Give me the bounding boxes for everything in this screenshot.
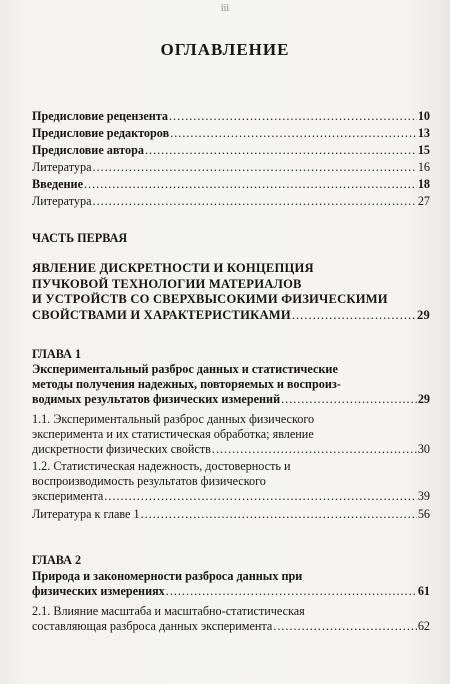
toc-entry[interactable]: Предисловие рецензента ..... 10 <box>32 109 430 124</box>
leader-dots <box>292 308 416 324</box>
toc-entry[interactable]: Природа и закономерности разброса данных при физических измерениях ..... 61 <box>32 569 430 599</box>
chapter-heading: ГЛАВА 2 <box>32 553 82 567</box>
leader-dots <box>92 160 416 175</box>
leader-dots <box>141 507 417 522</box>
header-page-number: iii <box>220 3 230 14</box>
leader-dots <box>281 392 417 407</box>
toc-entry[interactable]: 1.2. Статистическая надежность, достоверность и воспроизводимость результатов физического эксперимента ..... 39 <box>32 459 430 504</box>
leader-dots <box>84 177 417 192</box>
chapter-2 <box>32 553 430 634</box>
leader-dots <box>273 619 417 634</box>
toc-entry[interactable]: Предисловие редакторов ..... 13 <box>32 126 430 141</box>
toc-entry[interactable]: 2.1. Влияние масштаба и масштабно-статистическая составляющая разброса данных эксперимента ..... 62 <box>32 604 430 634</box>
toc-entry[interactable]: ЯВЛЕНИЕ ДИСКРЕТНОСТИ И КОНЦЕПЦИЯ ПУЧКОВОЙ ТЕХНОЛОГИИ МАТЕРИАЛОВ И УСТРОЙСТВ СО СВЕРХВЫСОКИМИ ФИЗИЧЕСКИМИ СВОЙСТВАМИ И ХАРАКТЕРИСТИКАМИ ..... 29 <box>32 261 430 323</box>
toc-entry[interactable]: Предисловие автора ..... 15 <box>32 143 430 158</box>
chapter-heading: ГЛАВА 1 <box>32 347 82 361</box>
page-title: ОГЛАВЛЕНИЕ <box>160 40 290 59</box>
toc-entry[interactable]: Литература ..... 16 <box>32 160 430 175</box>
leader-dots <box>169 109 417 124</box>
toc-entry[interactable]: Литература к главе 1 ..... 56 <box>32 507 430 522</box>
leader-dots <box>170 126 417 141</box>
toc-entry[interactable]: Введение ..... 18 <box>32 177 430 192</box>
toc-entry[interactable]: Литература ..... 27 <box>32 194 430 209</box>
toc-entry[interactable]: 1.1. Экспериментальный разброс данных физического эксперимента и их статистическая обработка; явление дискретности физических свойств ..... 30 <box>32 412 430 457</box>
toc-entry[interactable]: Экспериментальный разброс данных и статистические методы получения надежных, повторяемых и воспроиз- водимых результатов физических измерений ..... 29 <box>32 362 430 407</box>
leader-dots <box>212 442 417 457</box>
leader-dots <box>104 489 416 504</box>
leader-dots <box>145 143 417 158</box>
leader-dots <box>92 194 416 209</box>
toc-front-matter <box>32 109 430 209</box>
part-heading: ЧАСТЬ ПЕРВАЯ <box>32 231 128 245</box>
leader-dots <box>166 584 417 599</box>
part-one <box>32 231 430 323</box>
chapter-1 <box>32 347 430 522</box>
